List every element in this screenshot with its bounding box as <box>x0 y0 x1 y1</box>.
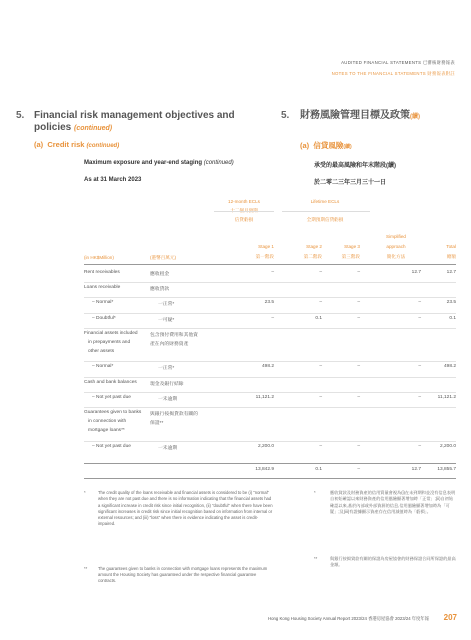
row-label-en: in connection with <box>88 419 127 425</box>
subsection-title-zh: (a) 信貸風險(續) <box>300 141 352 150</box>
row-divider <box>84 392 456 393</box>
table-cell: 2,200.0 <box>257 443 274 449</box>
table-cell: – <box>357 394 360 400</box>
page-number: 207 <box>443 613 457 622</box>
total-cell: – <box>357 467 360 472</box>
note-mark-zh: ** <box>314 556 318 561</box>
table-cell: – <box>319 443 322 449</box>
row-divider <box>84 441 456 442</box>
col-simplified-zh: 簡化方法 <box>386 254 406 259</box>
row-label-zh: 一未逾期 <box>158 396 178 402</box>
col-unit-zh: (港幣百萬元) <box>150 255 177 260</box>
table-cell: – <box>319 270 322 275</box>
totals-rule-bottom <box>84 478 456 479</box>
row-label-en: in prepayments and <box>88 340 131 345</box>
row-divider <box>84 328 456 329</box>
table-cell: 498.2 <box>443 364 456 370</box>
table-cell: – <box>319 364 322 370</box>
table-cell: – <box>418 443 421 449</box>
table-cell: 11,121.2 <box>255 394 274 400</box>
table-cell: – <box>271 315 274 321</box>
row-label-zh: 現金及銀行結餘 <box>150 381 184 387</box>
table-cell: – <box>319 394 322 400</box>
section-title-en-line2: policies (continued) <box>34 122 113 133</box>
col-stage3-zh: 第三階段 <box>341 254 360 259</box>
table-cell: – <box>271 270 274 275</box>
running-header: AUDITED FINANCIAL STATEMENTS 已審核財務報表 <box>341 60 455 65</box>
row-label-zh: 應收貸款 <box>150 287 170 293</box>
col-total-zh: 總額 <box>446 254 456 259</box>
section-title-zh: 財務風險管理目標及政策(續) <box>300 110 420 121</box>
table-cell: – <box>357 300 360 306</box>
section-number-zh: 5. <box>281 110 290 121</box>
row-label-en: – Not yet past due <box>92 443 131 449</box>
row-divider <box>84 313 456 314</box>
row-label-en: Financial assets included <box>84 330 138 336</box>
col-stage1-en: Stage 1 <box>258 244 274 249</box>
note-text-en: The credit quality of the loans receivable and financial assets is considered to be (i) "normal" when they are not past due and there is no information indicating that the financial assets had a significant increase in credit risk since initial recognition, (ii) "doubtful" when there have been significant increases in credit risk since initial recognition based on information from internal or external resources; and (iii) "loss" when there is evidence indicating the asset is credit-impaired. <box>98 490 273 527</box>
note-mark-zh: * <box>314 490 316 495</box>
col-group-lifetime-zh: 全期預期信貸虧損 <box>306 217 344 222</box>
row-label-zh: 應收租金 <box>150 272 170 277</box>
table-title-zh: 承受的最高風險和年末階段(續) <box>314 163 396 169</box>
group-divider-lifetime <box>282 211 370 212</box>
table-cell: 2,200.0 <box>439 443 456 449</box>
col-stage1-zh: 第一階段 <box>255 254 274 259</box>
row-label-zh: 一正常* <box>158 302 175 308</box>
table-cell: 11,121.2 <box>437 394 456 400</box>
col-simplified-en2: approach <box>386 244 406 249</box>
table-cell: – <box>357 270 360 275</box>
table-cell: 498.2 <box>261 364 274 370</box>
row-label-en: – Not yet past due <box>92 394 131 400</box>
section-title-en <box>34 110 235 135</box>
row-label-zh: 一正常* <box>158 366 175 372</box>
table-cell: 23.5 <box>446 300 456 306</box>
col-simplified-en1: Simplified <box>386 234 406 239</box>
table-cell: – <box>319 300 322 306</box>
col-total-en: Total <box>446 244 456 249</box>
table-cell: 0.1 <box>449 315 456 321</box>
row-divider <box>84 407 456 408</box>
total-cell: 0.1 <box>315 467 322 472</box>
row-divider <box>84 282 456 283</box>
col-group-12m-zh2: 信貸虧損 <box>234 217 254 222</box>
row-label-en: Loans receivable <box>84 285 121 291</box>
subsection-title-en: (a) Credit risk (continued) <box>34 140 120 149</box>
header-rule <box>84 264 456 265</box>
note-mark-en: ** <box>84 565 88 571</box>
row-divider <box>84 297 456 298</box>
col-group-lifetime-en: Lifetime ECLs <box>310 199 340 204</box>
table-cell: 12.7 <box>446 270 456 275</box>
row-label-zh: 產在內的財務資產 <box>150 342 189 347</box>
row-label-en: Cash and bank balances <box>84 379 137 385</box>
group-divider-12m <box>214 211 274 212</box>
table-date-zh: 於二零二三年三月三十一日 <box>314 180 387 186</box>
row-label-en: other assets <box>88 349 115 355</box>
col-stage2-en: Stage 2 <box>306 244 322 249</box>
table-title-en: Maximum exposure and year-end staging (continued) <box>84 160 234 166</box>
table-cell: 23.5 <box>264 300 274 306</box>
note-mark-en: * <box>84 490 86 495</box>
row-label-zh: 一可疑* <box>158 317 175 323</box>
totals-rule-top <box>84 463 456 464</box>
row-label-zh: 一未逾期 <box>158 445 178 451</box>
row-label-en: Guarantees given to banks <box>84 410 142 415</box>
col-group-12m-zh1: 十二個月預期 <box>230 208 258 213</box>
total-cell: 12.7 <box>411 467 421 472</box>
table-cell: – <box>418 315 421 321</box>
table-cell: 0.1 <box>315 315 322 321</box>
table-cell: – <box>418 394 421 400</box>
section-title-en-line1: Financial risk management objectives and <box>34 110 235 121</box>
table-cell: 12.7 <box>411 270 421 275</box>
row-label-en: – Normal* <box>92 300 114 306</box>
row-label-en: mortgage loans** <box>88 428 125 434</box>
col-group-12m-en: 12-month ECLs <box>228 199 260 204</box>
total-cell: 13,842.9 <box>255 467 274 472</box>
table-cell: – <box>418 300 421 306</box>
note-text-zh: 應收貸款及財務資產的信用質量會視為(i)在未到期和並沒有信息表明自初始確認以來財務資產的信用風險顯著增加時「正常」;(ii)自初始確認以來,基於內部或外部資源的信息,信用風險顯著增加時為「可疑」;及(iii)有證據顯示資產存在信用減值時為「虧損」。 <box>330 490 456 514</box>
section-number-en: 5. <box>16 110 25 121</box>
row-label-en: – Doubtful* <box>92 315 116 321</box>
table-cell: – <box>357 315 360 321</box>
col-stage3-en: Stage 3 <box>344 244 360 249</box>
row-label-zh: 與銀行按揭貸款有關的 <box>150 412 198 417</box>
note-text-en: The guarantees given to banks in connection with mortgage loans represents the maximum amount the Housing Society has guaranteed under the respective financial guarantee contracts. <box>98 565 268 584</box>
table-date-en: As at 31 March 2023 <box>84 177 142 183</box>
table-cell: – <box>357 364 360 370</box>
row-label-en: Rent receivables <box>84 270 120 275</box>
footer-text: Hong Kong Housing Society Annual Report 2023/24 香港房屋協會 2023/24 年度年報 <box>268 616 429 621</box>
running-subheader: NOTES TO THE FINANCIAL STATEMENTS 財務報表附註 <box>331 71 455 76</box>
col-unit-en: (in HK$Million) <box>84 255 114 260</box>
table-cell: – <box>418 364 421 370</box>
row-label-zh: 保證** <box>150 421 164 427</box>
row-divider <box>84 377 456 378</box>
col-stage2-zh: 第二階段 <box>303 254 322 259</box>
row-divider <box>84 361 456 362</box>
row-label-zh: 包含預付費用和其他資 <box>150 332 198 338</box>
note-text-zh: 與銀行按揭貸款有關的保證為房屋協會的財務保證合同所保證的最高金額。 <box>330 556 456 568</box>
row-label-en: – Normal* <box>92 364 114 370</box>
table-cell: – <box>357 443 360 449</box>
total-cell: 13,855.7 <box>437 467 456 472</box>
